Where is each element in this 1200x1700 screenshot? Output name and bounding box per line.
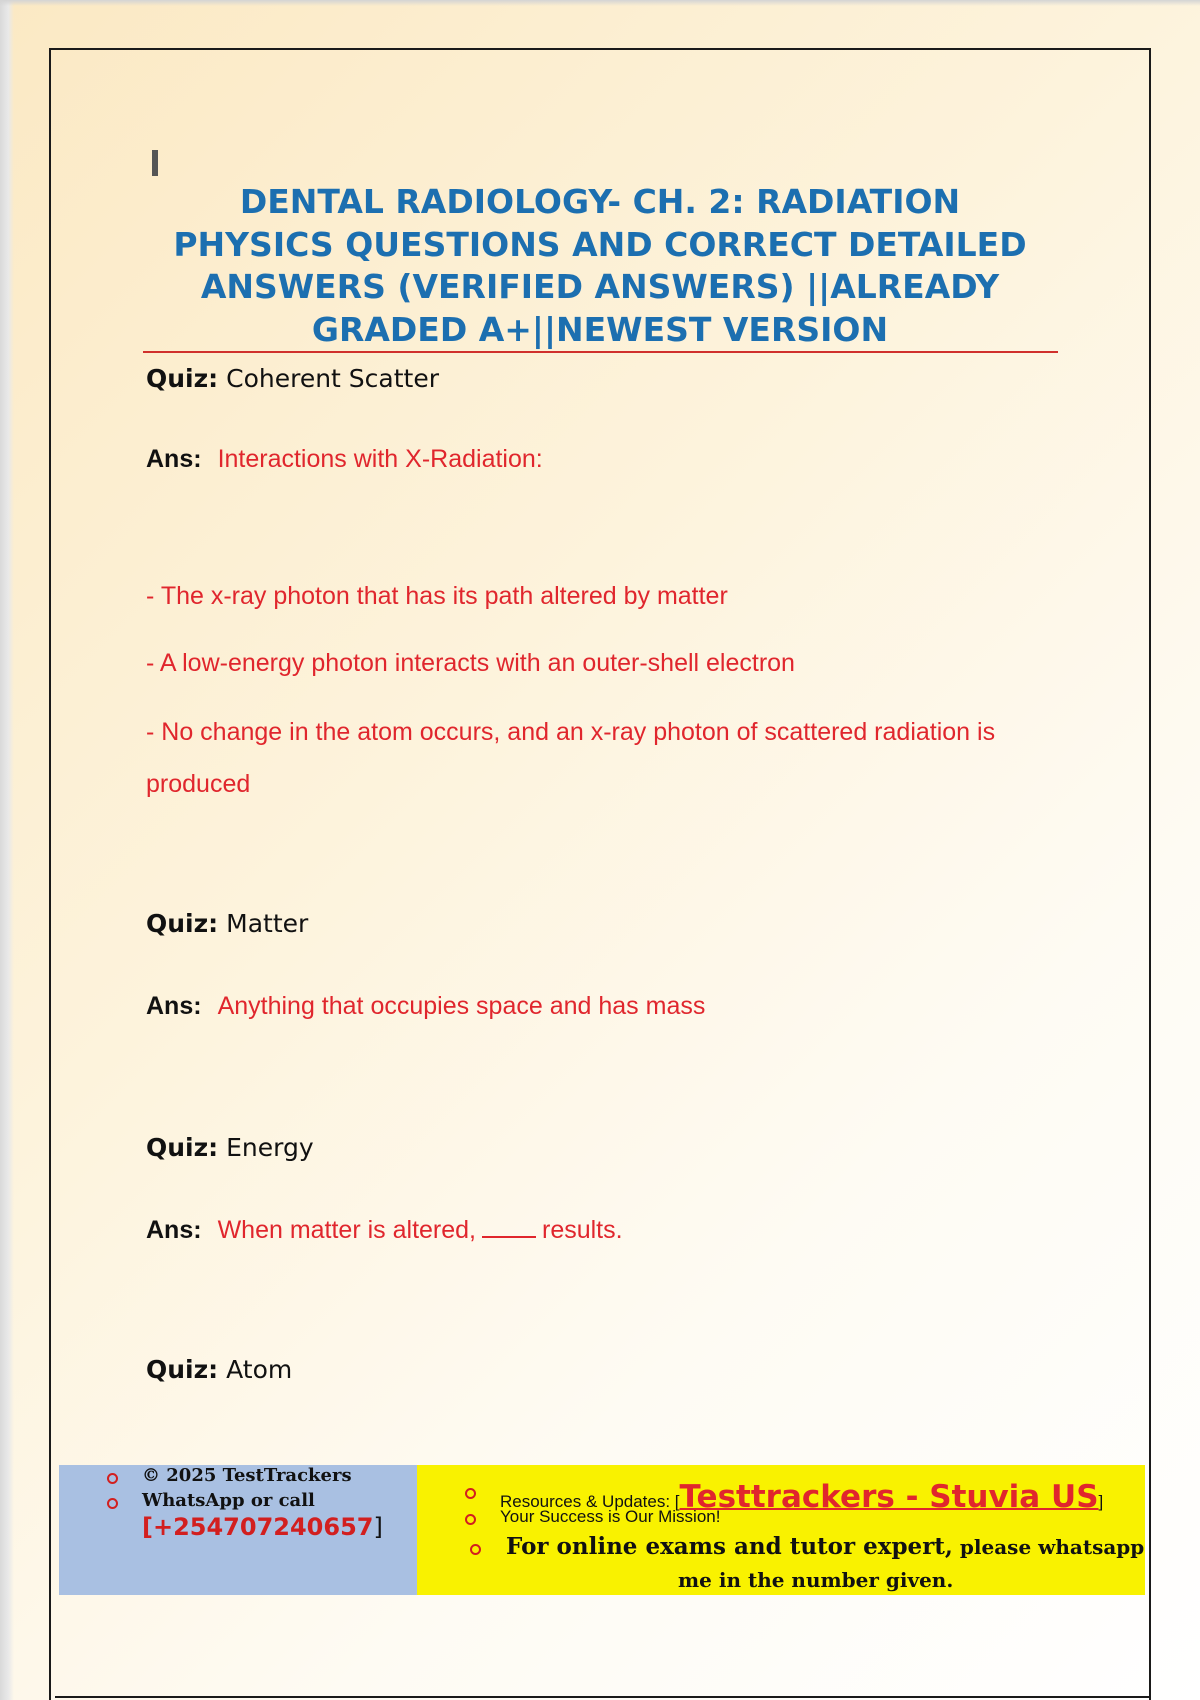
quiz-line — [146, 1355, 292, 1384]
page-edge-shadow — [0, 0, 14, 1700]
quiz-text: Coherent Scatter — [226, 364, 440, 393]
answer-detail: produced — [146, 770, 251, 798]
title-line-2: PHYSICS QUESTIONS AND CORRECT DETAILED — [173, 224, 1027, 264]
quiz-text: Matter — [226, 909, 309, 938]
answer-line — [146, 445, 543, 474]
answer-text: Anything that occupies space and has mass — [217, 992, 706, 1020]
answer-line — [146, 992, 705, 1021]
answer-detail: - No change in the atom occurs, and an x-ray photon of scattered radiation is — [146, 718, 996, 746]
footer-phone — [142, 1513, 383, 1541]
resources-link[interactable]: Testtrackers - Stuvia US — [679, 1479, 1099, 1515]
phone-bracket-open: [ — [142, 1513, 153, 1541]
quiz-line — [146, 909, 308, 938]
title-line-1: DENTAL RADIOLOGY- CH. 2: RADIATION — [239, 182, 961, 221]
resources-bracket-close: ] — [1098, 1492, 1104, 1511]
bullet-icon — [107, 1498, 118, 1509]
document-title — [140, 181, 1060, 351]
footer-tutor-line-1 — [506, 1533, 1144, 1560]
title-line-3: ANSWERS (VERIFIED ANSWERS) ||ALREADY — [200, 267, 1000, 306]
tutor-line-1a: For online exams and tutor expert, — [506, 1533, 953, 1560]
footer-contact-label: WhatsApp or call — [142, 1490, 315, 1511]
footer-copyright: © 2025 TestTrackers — [142, 1465, 352, 1486]
tutor-line-1b: please whatsapp — [952, 1535, 1145, 1559]
page-top-shadow — [0, 0, 1200, 6]
quiz-label: Quiz: — [146, 364, 219, 393]
phone-number[interactable]: +254707240657 — [152, 1513, 374, 1541]
quiz-line — [146, 1133, 314, 1162]
quiz-label: Quiz: — [146, 1355, 219, 1384]
quiz-label: Quiz: — [146, 1133, 219, 1162]
footer-mission: Your Success is Our Mission! — [500, 1507, 721, 1526]
answer-detail: - The x-ray photon that has its path altered by matter — [146, 582, 728, 610]
page-bottom-rule — [55, 1696, 1151, 1698]
phone-bracket-close: ] — [373, 1513, 383, 1541]
title-underline — [143, 351, 1058, 353]
answer-text: Interactions with X-Radiation: — [217, 445, 543, 473]
quiz-line — [146, 364, 439, 393]
bullet-icon — [107, 1473, 118, 1484]
bullet-icon — [465, 1514, 476, 1525]
text-cursor-icon — [152, 150, 158, 176]
answer-text-after-blank: results. — [542, 1216, 623, 1244]
bullet-icon — [465, 1488, 476, 1499]
answer-label: Ans: — [146, 445, 202, 473]
resources-label: Resources & Updates: [ — [500, 1492, 680, 1511]
answer-detail: - A low-energy photon interacts with an outer-shell electron — [146, 649, 795, 677]
quiz-label: Quiz: — [146, 909, 219, 938]
answer-label: Ans: — [146, 1216, 202, 1244]
quiz-text: Atom — [226, 1355, 293, 1384]
answer-line — [146, 1216, 623, 1245]
answer-blank — [482, 1234, 536, 1238]
bullet-icon — [470, 1544, 481, 1555]
quiz-text: Energy — [226, 1133, 314, 1162]
answer-text-before-blank: When matter is altered, — [217, 1216, 476, 1244]
answer-label: Ans: — [146, 992, 202, 1020]
footer-tutor-line-2: me in the number given. — [678, 1568, 954, 1592]
answer-text — [218, 1216, 623, 1244]
title-line-4: GRADED A+||NEWEST VERSION — [311, 309, 889, 349]
